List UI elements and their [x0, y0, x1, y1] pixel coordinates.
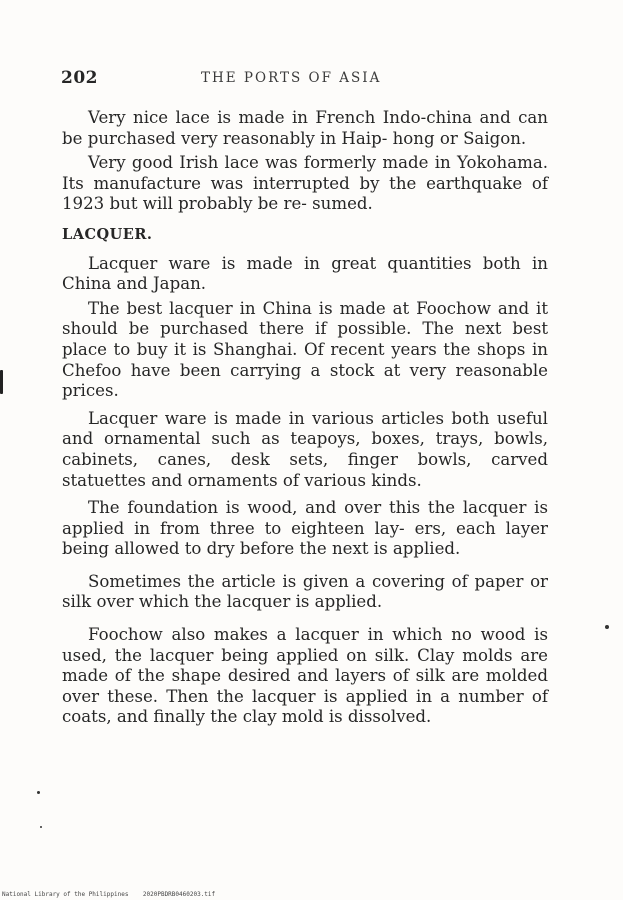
paragraph-irish-lace: Very good Irish lace was formerly made in Yokohama. Its manufacture was interrupted by the earthquake of 1923 but will probably be re- sumed. — [62, 153, 548, 214]
body-text — [62, 108, 548, 735]
page-header — [61, 68, 563, 90]
section-heading-lacquer: LACQUER. — [62, 225, 153, 243]
paragraph-lace-indochina: Very nice lace is made in French Indo-china and can be purchased very reasonably in Haip- hong or Saigon. — [62, 108, 548, 148]
scan-speck — [37, 791, 40, 794]
paragraph-foundation: The foundation is wood, and over this the lacquer is applied in from three to eighteen lay- ers, each layer being allowed to dry before the next is applied. — [62, 498, 549, 559]
page-number: 202 — [61, 68, 98, 88]
paragraph-best-lacquer: The best lacquer in China is made at Foochow and it should be purchased there if possible. The next best place to buy it is Shanghai. Of recent years the shops in Chefoo have been carrying a stock at very reasonable prices. — [62, 298, 549, 401]
running-title: THE PORTS OF ASIA — [201, 70, 382, 86]
scan-speck — [40, 826, 42, 828]
scan-footer — [2, 891, 215, 898]
scan-speck — [605, 625, 609, 629]
paragraph-lacquer-intro: Lacquer ware is made in great quantities both in China and Japan. — [62, 253, 548, 294]
paragraph-covering: Sometimes the article is given a covering of paper or silk over which the lacquer is applied. — [62, 571, 548, 612]
paragraph-lacquer-articles: Lacquer ware is made in various articles both useful and ornamental such as teapoys, boxes, trays, bowls, cabinets, canes, desk sets, finger bowls, carved statuettes and ornaments of various kinds. — [62, 408, 549, 490]
file-identifier: 2020PBDRB0460203.tif — [142, 891, 216, 898]
scan-margin-mark — [0, 370, 3, 394]
paragraph-foochow-silk: Foochow also makes a lacquer in which no wood is used, the lacquer being applied on silk. Clay molds are made of the shape desired and layers of silk are molded over these. Then the lacquer is applied in a number of coats, and finally the clay mold is dissolved. — [62, 625, 548, 727]
library-credit: National Library of the Philippines — [2, 891, 129, 898]
